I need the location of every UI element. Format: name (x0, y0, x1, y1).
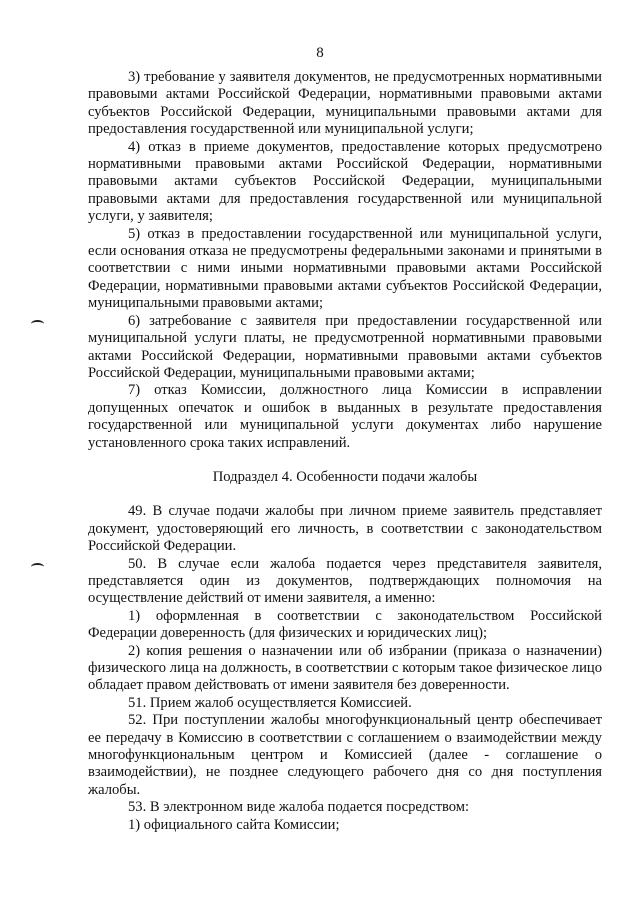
paragraph-item-4: 4) отказ в приеме документов, предоставление которых предусмотрено нормативными правовыми актами Российской Федерации, нормативными правовыми актами субъектов Российской Федерации, муниципальными правовыми актами для предоставления государственной или муниципальной услуги, у заявителя; (88, 138, 602, 225)
clause-50: 50. В случае если жалоба подается через представителя заявителя, представляется один из документов, подтверждающих полномочия на осуществление действий от имени заявителя, а именно: (88, 555, 602, 607)
margin-bracket-mark (31, 563, 44, 571)
paragraph-item-6: 6) затребование с заявителя при предоставлении государственной или муниципальной услуги платы, не предусмотренной нормативными правовыми актами Российской Федерации, нормативными правовыми актами субъектов Российской Федерации, муниципальными правовыми актами; (88, 312, 602, 381)
paragraph-item-7: 7) отказ Комиссии, должностного лица Комиссии в исправлении допущенных опечаток и ошибок в выданных в результате предоставления государственной или муниципальной услуги документах либо нарушение установленного срока таких исправлений. (88, 382, 602, 451)
section-heading: Подраздел 4. Особенности подачи жалобы (212, 468, 478, 485)
page-number: 8 (316, 45, 324, 61)
clause-53: 53. В электронном виде жалоба подается посредством: (128, 799, 470, 816)
clause-50-item-1: 1) оформленная в соответствии с законодательством Российской Федерации доверенность (для физических и юридических лиц); (88, 607, 602, 642)
margin-bracket-mark (31, 320, 44, 328)
clause-50-item-2: 2) копия решения о назначении или об избрании (приказа о назначении) физического лица на должность, в соответствии с которым такое физическое лицо обладает правом действовать от имени заявителя без доверенности. (88, 642, 602, 694)
document-body (88, 69, 602, 834)
paragraph-item-3: 3) требование у заявителя документов, не предусмотренных нормативными правовыми актами Российской Федерации, нормативными правовыми актами субъектов Российской Федерации, муниципальными правовыми актами для предоставления государственной или муниципальной услуги; (88, 69, 602, 138)
clause-53-item-1: 1) официального сайта Комиссии; (128, 816, 340, 833)
clause-51: 51. Прием жалоб осуществляется Комиссией. (128, 694, 412, 711)
paragraph-item-5: 5) отказ в предоставлении государственной или муниципальной услуги, если основания отказа не предусмотрены федеральными законами и принятыми в соответствии с ними иными нормативными правовыми актами Российской Федерации, нормативными правовыми актами субъектов Российской Федерации, муниципальными правовыми актами; (88, 225, 602, 312)
clause-49: 49. В случае подачи жалобы при личном приеме заявитель представляет документ, удостоверяющий его личность, в соответствии с законодательством Российской Федерации. (88, 503, 602, 555)
clause-52: 52. При поступлении жалобы многофункциональный центр обеспечивает ее передачу в Комиссию в соответствии с соглашением о взаимодействии между многофункциональным центром и Комиссией (далее - соглашение о взаимодействии), не позднее следующего рабочего дня со дня поступления жалобы. (88, 712, 602, 798)
